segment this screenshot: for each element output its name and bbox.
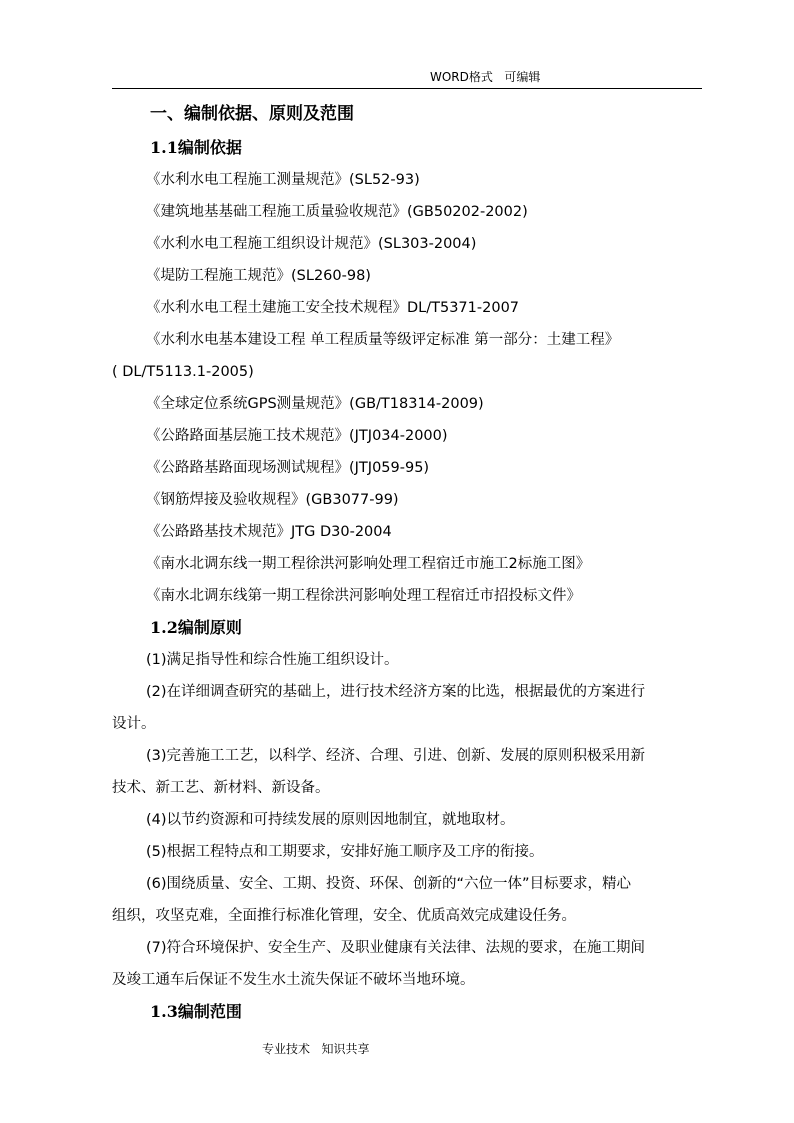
principle-item-continued: 技术、新工艺、新材料、新设备。 — [112, 780, 330, 796]
reference-item: 《公路路基技术规范》JTG D30-2004 — [146, 524, 392, 540]
reference-item: 《堤防工程施工规范》(SL260-98) — [146, 268, 371, 284]
reference-item: 《水利水电工程施工测量规范》(SL52-93) — [146, 172, 420, 188]
principle-item: (3)完善施工工艺，以科学、经济、合理、引进、创新、发展的原则积极采用新 — [146, 748, 646, 764]
principle-item-continued: 组织，攻坚克难，全面推行标准化管理，安全、优质高效完成建设任务。 — [112, 908, 576, 924]
reference-item: 《南水北调东线第一期工程徐洪河影响处理工程宿迁市招投标文件》 — [146, 588, 581, 604]
principle-item: (6)围绕质量、安全、工期、投资、环保、创新的“六位一体”目标要求，精心 — [146, 876, 632, 892]
section-heading-1-3: 1.3编制范围 — [150, 1002, 242, 1021]
reference-item: 《南水北调东线一期工程徐洪河影响处理工程宿迁市施工2标施工图》 — [146, 556, 591, 572]
header-text: WORD格式 可编辑 — [430, 70, 541, 84]
page-footer: 专业技术 知识共享 — [262, 1042, 370, 1056]
reference-item: 《建筑地基基础工程施工质量验收规范》(GB50202-2002) — [146, 204, 528, 220]
reference-item: 《公路路基路面现场测试规程》(JTJ059-95) — [146, 460, 430, 476]
principle-item: (1)满足指导性和综合性施工组织设计。 — [146, 652, 399, 668]
section-heading-1-1: 1.1编制依据 — [150, 138, 242, 157]
principle-item: (5)根据工程特点和工期要求，安排好施工顺序及工序的衔接。 — [146, 844, 544, 860]
reference-item: 《水利水电工程土建施工安全技术规程》DL/T5371-2007 — [146, 300, 520, 316]
principle-item-continued: 及竣工通车后保证不发生水土流失保证不破坏当地环境。 — [112, 972, 475, 988]
principle-item: (7)符合环境保护、安全生产、及职业健康有关法律、法规的要求，在施工期间 — [146, 940, 646, 956]
section-heading-1-2: 1.2编制原则 — [150, 618, 242, 637]
reference-item-continued: ( DL/T5113.1-2005) — [112, 364, 254, 380]
reference-item: 《公路路面基层施工技术规范》(JTJ034-2000) — [146, 428, 448, 444]
principle-item-continued: 设计。 — [112, 716, 156, 732]
reference-item: 《水利水电基本建设工程 单工程质量等级评定标准 第一部分：土建工程》 — [146, 332, 620, 348]
page-header — [112, 66, 702, 89]
page-title: 一、编制依据、原则及范围 — [150, 104, 354, 124]
reference-item: 《水利水电工程施工组织设计规范》(SL303-2004) — [146, 236, 477, 252]
reference-item: 《全球定位系统GPS测量规范》(GB/T18314-2009) — [146, 396, 484, 412]
principle-item: (4)以节约资源和可持续发展的原则因地制宜，就地取材。 — [146, 812, 515, 828]
reference-item: 《钢筋焊接及验收规程》(GB3077-99) — [146, 492, 399, 508]
principle-item: (2)在详细调查研究的基础上，进行技术经济方案的比选，根据最优的方案进行 — [146, 684, 646, 700]
